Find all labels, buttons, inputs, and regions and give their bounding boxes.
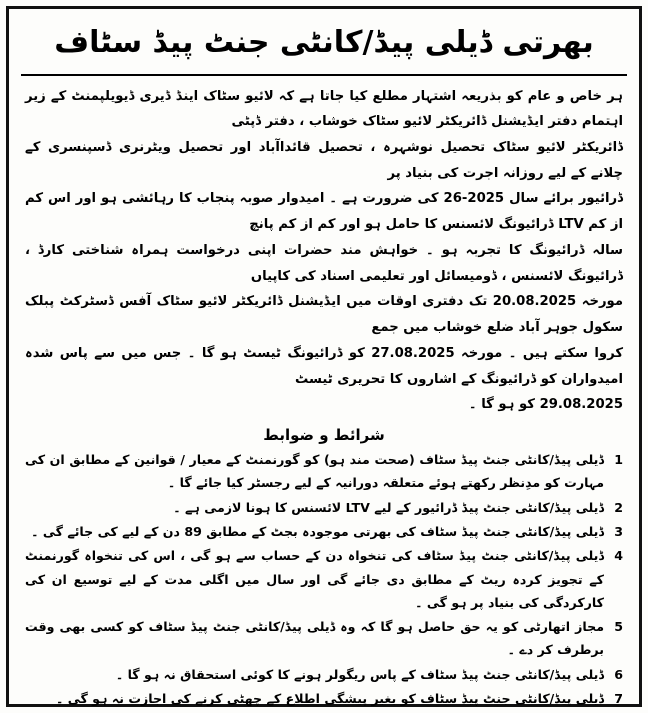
- conditions-heading: شرائط و ضوابط: [263, 426, 385, 445]
- condition-item: [25, 544, 623, 614]
- condition-item: [25, 615, 623, 662]
- condition-item: [25, 663, 623, 686]
- condition-number: 6: [614, 666, 623, 682]
- condition-text: ڈیلی پیڈ/کانٹی جنٹ پیڈ سٹاف کی تنخواہ دن کے حساب سے ہو گی ، اس کی تنخواہ گورنمنٹ کے تجویز کردہ ریٹ کے مطابق دی جائے گی اور سال میں اگلی مدت کے لیے توسیع ان کی کارکردگی کی بنیاد پر ہو گی ۔: [25, 548, 604, 610]
- condition-item: [25, 496, 623, 519]
- condition-number: 4: [614, 548, 623, 564]
- page-title: بھرتی ڈیلی پیڈ/کانٹی جنٹ پیڈ سٹاف: [54, 25, 594, 60]
- intro-line: 29.08.2025 کو ہو گا ۔: [468, 397, 623, 413]
- intro-line: ڈرائیور برائے سال 2025-26 کی ضرورت ہے ۔ امیدوار صوبہ پنجاب کا رہائشی ہو اور اس کم از کم LTV ڈرائیونگ لائسنس کا حامل ہو اور کم از کم پانچ: [25, 191, 624, 233]
- condition-text: ڈیلی پیڈ/کانٹی جنٹ پیڈ سٹاف کی بھرتی موجودہ بجٹ کے مطابق 89 دن کے لیے کی جائے گی ۔: [31, 523, 604, 539]
- condition-item: [25, 520, 623, 543]
- condition-number: 2: [614, 499, 623, 515]
- intro-line: ہر خاص و عام کو بذریعہ اشتہار مطلع کیا جاتا ہے کہ لائیو سٹاک اینڈ ڈیری ڈیویلپمنٹ کے زیر اہتمام دفتر ایڈیشنل ڈائریکٹر لائیو سٹاک خوشاب ، دفتر ڈپٹی: [25, 88, 623, 130]
- condition-item: [25, 448, 623, 495]
- conditions-list: [19, 448, 629, 713]
- advertisement-frame: [6, 6, 642, 707]
- condition-text: ڈیلی پیڈ/کانٹی جنٹ پیڈ سٹاف (صحت مند ہو) کو گورنمنٹ کے معیار / قوانین کے مطابق ان کی مہارت کو مدِنظر رکھتے ہوئے متعلقہ دورانیہ کے لیے رجسٹر کیا جائے گا ۔: [25, 452, 604, 491]
- condition-number: 7: [614, 691, 623, 707]
- condition-number: 1: [614, 452, 623, 468]
- condition-text: مجاز اتھارٹی کو یہ حق حاصل ہو گا کہ وہ ڈیلی پیڈ/کانٹی جنٹ پیڈ سٹاف کو کسی بھی وقت برطرف کر دے ۔: [25, 619, 604, 658]
- intro-line: سالہ ڈرائیونگ کا تجربہ ہو ۔ خواہش مند حضرات اپنی درخواست ہمراہ شناختی کارڈ ، ڈرائیونگ لائسنس ، ڈومیسائل اور تعلیمی اسناد کی کاپیاں: [25, 242, 623, 284]
- condition-number: 5: [614, 619, 623, 635]
- intro-paragraph: [19, 84, 629, 419]
- intro-line: کروا سکتے ہیں ۔ مورخہ 27.08.2025 کو ڈرائیونگ ٹیسٹ ہو گا ۔ جس میں سے پاس شدہ امیدواران کو ڈرائیونگ کے اشاروں کا تحریری ٹیسٹ: [25, 345, 623, 387]
- condition-text: ڈیلی پیڈ/کانٹی جنٹ پیڈ سٹاف کے پاس ریگولر ہونے کا کوئی استحقاق نہ ہو گا ۔: [115, 666, 604, 682]
- intro-line: مورخہ 20.08.2025 تک دفتری اوقات میں ایڈیشنل ڈائریکٹر لائیو سٹاک آفس ڈسٹرکٹ پبلک سکول جوہر آباد ضلع خوشاب میں جمع: [25, 294, 623, 336]
- condition-item: [25, 687, 623, 710]
- condition-text: ڈیلی پیڈ/کانٹی جنٹ پیڈ ڈرائیور کے لیے LTV لائسنس کا ہونا لازمی ہے ۔: [173, 499, 604, 515]
- condition-number: 3: [614, 523, 623, 539]
- intro-line: ڈائریکٹر لائیو سٹاک تحصیل نوشہرہ ، تحصیل قائداآباد اور تحصیل ویٹرنری ڈسپنسری کے چلانے کے لیے روزانہ اجرت کی بنیاد پر: [25, 139, 623, 181]
- title-divider: [21, 74, 627, 76]
- condition-text: ڈیلی پیڈ/کانٹی جنٹ پیڈ سٹاف کو بغیر پیشگی اطلاع کے چھٹی کرنے کی اجازت نہ ہو گی ۔: [55, 691, 604, 707]
